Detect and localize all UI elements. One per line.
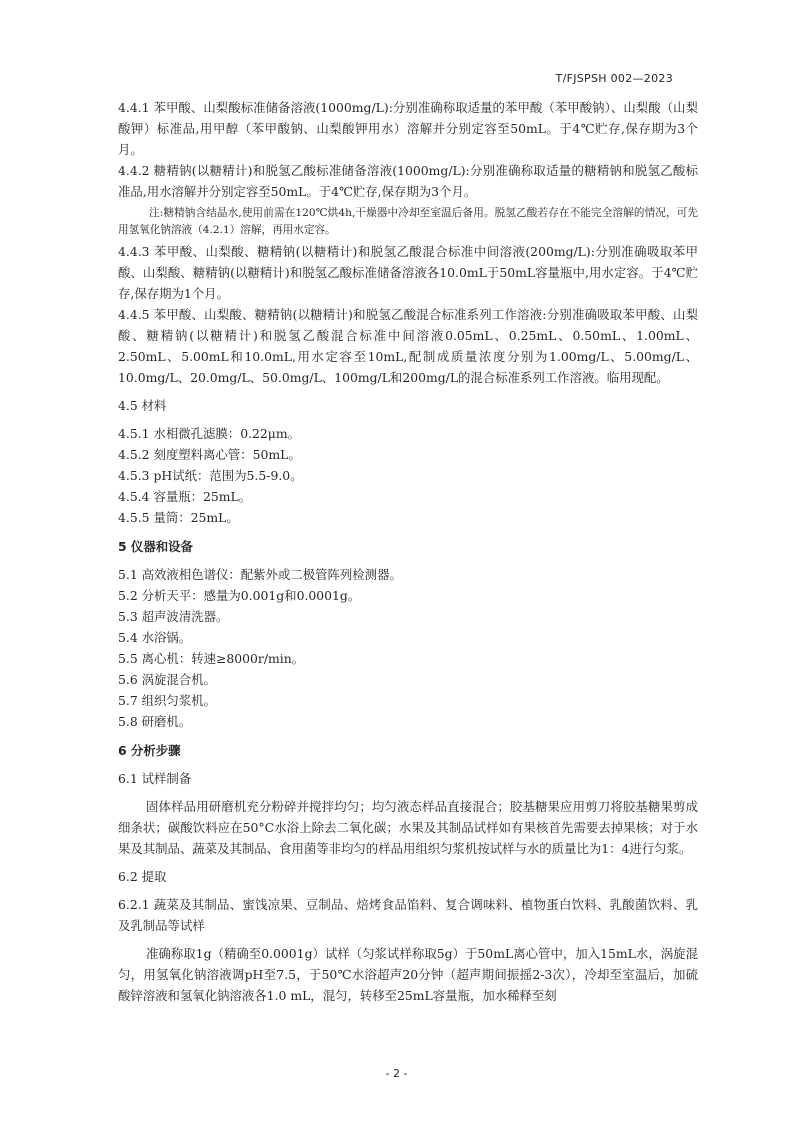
material-item: 4.5.2 刻度塑料离心管：50mL。 <box>118 447 301 462</box>
section-4-5-heading: 4.5 材料 <box>118 398 167 413</box>
clause-4-4-2: 4.4.2 糖精钠(以糖精计)和脱氢乙酸标准储备溶液(1000mg/L):分别准确称取适量的糖精钠和脱氢乙酸标准品,用水溶解并分别定容至50mL。于4℃贮存,保存期为3个月。 <box>118 163 698 199</box>
document-code: T/FJSPSH 002—2023 <box>555 72 673 85</box>
sample-prep-text: 固体样品用研磨机充分粉碎并搅拌均匀；均匀液态样品直接混合；胶基糖果应用剪刀将胶基糖果剪成细条状；碳酸饮料应在50°C水浴上除去二氧化碳；水果及其制品试样如有果核首先需要去掉果核；对于水果及其制品、蔬菜及其制品、食用菌等非均匀的样品用组织匀浆机按试样与水的质量比为1：4进行匀浆。 <box>118 799 698 856</box>
section-6-2-heading: 6.2 提取 <box>118 869 167 884</box>
section-6-1-heading: 6.1 试样制备 <box>118 771 192 786</box>
instrument-item: 5.7 组织匀浆机。 <box>118 693 216 708</box>
material-item: 4.5.3 pH试纸：范围为5.5-9.0。 <box>118 468 303 483</box>
section-6-heading: 6 分析步骤 <box>118 743 181 758</box>
material-item: 4.5.4 容量瓶：25mL。 <box>118 489 252 504</box>
page-number: - 2 - <box>385 1067 408 1080</box>
section-5-heading: 5 仪器和设备 <box>118 539 193 554</box>
instrument-item: 5.1 高效液相色谱仪：配紫外或二极管阵列检测器。 <box>118 567 402 582</box>
clause-4-4-3: 4.4.3 苯甲酸、山梨酸、糖精钠(以糖精计)和脱氢乙酸混合标准中间溶液(200mg/L):分别准确吸取苯甲酸、山梨酸、糖精钠(以糖精计)和脱氢乙酸标准储备溶液各10.0mL于50mL容量瓶中,用水定容。于4℃贮存,保存期为1个月。 <box>118 244 698 301</box>
clause-4-4-1: 4.4.1 苯甲酸、山梨酸标准储备溶液(1000mg/L):分别准确称取适量的苯甲酸（苯甲酸钠）、山梨酸（山梨酸钾）标准品,用甲醇（苯甲酸钠、山梨酸钾用水）溶解并分别定容至50mL。于4℃贮存,保存期为3个月。 <box>118 100 698 157</box>
instrument-item: 5.6 涡旋混合机。 <box>118 672 216 687</box>
note: 注:糖精钠含结晶水,使用前需在120℃烘4h,干燥器中冷却至室温后备用。脱氢乙酸若存在不能完全溶解的情况，可先用氢氧化钠溶液（4.2.1）溶解，再用水定容。 <box>118 207 698 236</box>
document-body <box>118 97 698 1006</box>
clause-6-2-1: 6.2.1 蔬菜及其制品、蜜饯凉果、豆制品、焙烤食品馅料、复合调味料、植物蛋白饮料、乳酸菌饮料、乳及乳制品等试样 <box>118 897 698 933</box>
instrument-item: 5.2 分析天平：感量为0.001g和0.0001g。 <box>118 588 361 603</box>
extraction-text: 准确称取1g（精确至0.0001g）试样（匀浆试样称取5g）于50mL离心管中，加入15mL水，涡旋混匀，用氢氧化钠溶液调pH至7.5，于50℃水浴超声20分钟（超声期间振摇2-3次），冷却至室温后，加硫酸锌溶液和氢氧化钠溶液各1.0 mL，混匀，转移至25mL容量瓶，加水稀释至刻 <box>118 946 698 1003</box>
instrument-item: 5.3 超声波清洗器。 <box>118 609 229 624</box>
instrument-item: 5.5 离心机：转速≥8000r/min。 <box>118 651 305 666</box>
material-item: 4.5.5 量筒：25mL。 <box>118 510 239 525</box>
clause-4-4-5: 4.4.5 苯甲酸、山梨酸、糖精钠(以糖精计)和脱氢乙酸混合标准系列工作溶液:分别准确吸取苯甲酸、山梨酸、糖精钠(以糖精计)和脱氢乙酸混合标准中间溶液0.05mL、0.25mL、0.50mL、1.00mL、2.50mL、5.00mL和10.0mL,用水定容至10mL,配制成质量浓度分别为1.00mg/L、5.00mg/L、10.0mg/L、20.0mg/L、50.0mg/L、100mg/L和200mg/L的混合标准系列工作溶液。临用现配。 <box>118 307 698 385</box>
material-item: 4.5.1 水相微孔滤膜：0.22μm。 <box>118 426 300 441</box>
instrument-item: 5.8 研磨机。 <box>118 714 192 729</box>
instrument-item: 5.4 水浴锅。 <box>118 630 192 645</box>
